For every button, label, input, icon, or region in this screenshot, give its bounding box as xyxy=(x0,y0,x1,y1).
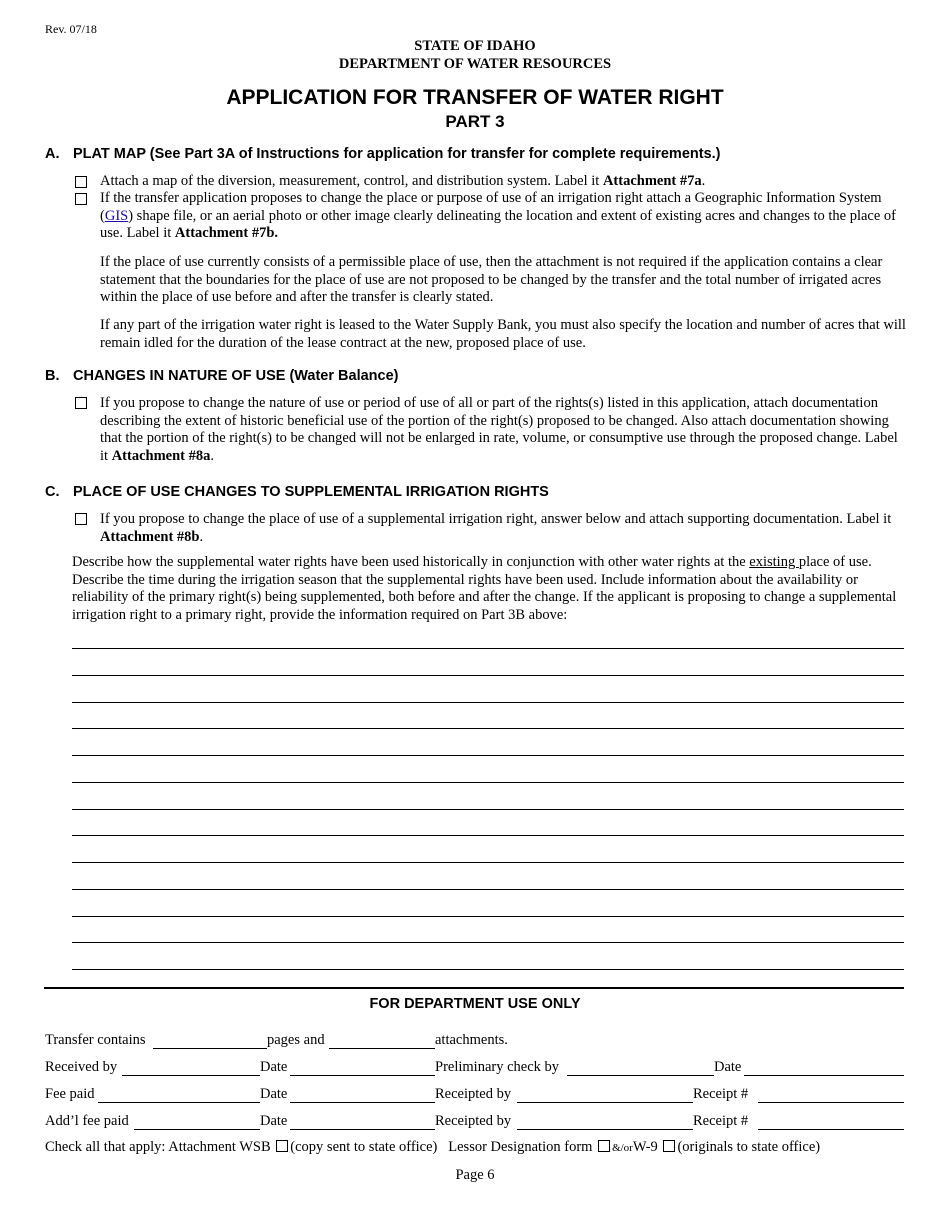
attachment-7b-text xyxy=(100,190,908,243)
page-number: Page 6 xyxy=(455,1167,495,1183)
addl-fee-paid-field[interactable] xyxy=(134,1129,260,1130)
attachment-8a-instruction: If you propose to change the nature of use or period of use of all or part of the rights(s) listed in this application, attach documentation describing the extent of historic beneficial use of the portion of the right(s) proposed to be changed. Also attach documentation showing that the portion of the right(s) to be changed will not be enlarged in rate, volume, or consumptive use through the proposed change. Label it xyxy=(100,395,898,464)
fee-date-label: Date xyxy=(260,1086,288,1102)
department-divider xyxy=(44,987,904,989)
fee-date-field[interactable] xyxy=(290,1102,435,1103)
originals-label: (originals to state office) xyxy=(677,1139,821,1155)
attachment-7a-label: Attachment #7a xyxy=(602,173,702,189)
answer-line xyxy=(72,835,904,836)
page-title: APPLICATION FOR TRANSFER OF WATER RIGHT xyxy=(226,86,724,109)
preliminary-date-field[interactable] xyxy=(744,1075,904,1076)
section-b-letter: B. xyxy=(45,368,60,384)
section-c-letter: C. xyxy=(45,484,60,500)
section-c-heading xyxy=(45,484,925,504)
fee-paid-label: Fee paid xyxy=(45,1086,95,1102)
preliminary-check-field[interactable] xyxy=(567,1075,714,1076)
preliminary-date-label: Date xyxy=(714,1059,742,1075)
answer-line xyxy=(72,755,904,756)
department-heading: DEPARTMENT OF WATER RESOURCES xyxy=(338,56,612,72)
answer-line xyxy=(72,916,904,917)
part-label: PART 3 xyxy=(445,112,505,131)
state-heading: STATE OF IDAHO xyxy=(414,38,536,54)
answer-line xyxy=(72,942,904,943)
copy-sent-label: (copy sent to state office) xyxy=(290,1139,438,1155)
revision-label: Rev. 07/18 xyxy=(45,22,97,36)
w9-label: W-9 xyxy=(632,1139,658,1155)
preliminary-check-label: Preliminary check by xyxy=(435,1059,560,1075)
attachment-8b-checkbox[interactable] xyxy=(75,513,87,525)
attachment-8a-end: . xyxy=(210,447,214,464)
attachment-8b-instruction: If you propose to change the place of use of a supplemental irrigation right, answer below and attach supporting documentation. Label it xyxy=(100,511,892,527)
attachments-label: attachments. xyxy=(435,1032,508,1048)
supplemental-description-end: place of use. Describe the time during the irrigation season that the supplemental rights have been used. Include information about the availability or reliability of the primary right(s) being supplemented, both before and after the change. If the applicant is proposing to change a supplemental irrigation right to a primary right, provide the information required on Part 3B above: xyxy=(72,554,897,623)
w9-checkbox[interactable] xyxy=(663,1140,675,1152)
attachment-8b-end: . xyxy=(199,528,204,545)
and-or-label: &/or xyxy=(612,1142,633,1154)
answer-line xyxy=(72,782,904,783)
supplemental-description-start: Describe how the supplemental water rights have been used historically in conjunction with other water rights at the xyxy=(72,554,750,570)
attachment-wsb-checkbox[interactable] xyxy=(276,1140,288,1152)
received-by-label: Received by xyxy=(45,1059,118,1075)
addl-fee-date-label: Date xyxy=(260,1113,288,1129)
attachment-8b-text xyxy=(100,511,908,546)
attachment-7b-label: Attachment #7b. xyxy=(174,225,279,242)
attachment-8a-label: Attachment #8a xyxy=(111,447,211,464)
answer-line xyxy=(72,809,904,810)
lessor-designation-checkbox[interactable] xyxy=(598,1140,610,1152)
answer-line xyxy=(72,702,904,703)
answer-line xyxy=(72,648,904,649)
section-b-title: CHANGES IN NATURE OF USE (Water Balance) xyxy=(73,368,399,384)
received-date-label: Date xyxy=(260,1059,288,1075)
attachment-7a-text xyxy=(100,173,908,191)
receipt-number-label: Receipt # xyxy=(693,1086,749,1102)
section-a-letter: A. xyxy=(45,146,60,162)
attachment-7a-instruction: Attach a map of the diversion, measurement, control, and distribution system. Label it xyxy=(100,173,603,189)
attachment-7a-checkbox[interactable] xyxy=(75,176,87,188)
addl-receipted-by-field[interactable] xyxy=(517,1129,693,1130)
addl-receipt-number-field[interactable] xyxy=(758,1129,904,1130)
received-date-field[interactable] xyxy=(290,1075,435,1076)
receipted-by-label: Receipted by xyxy=(435,1086,512,1102)
answer-line xyxy=(72,969,904,970)
supplemental-answer-area[interactable] xyxy=(72,632,904,977)
check-all-label: Check all that apply: Attachment WSB xyxy=(45,1139,271,1155)
transfer-contains-label: Transfer contains xyxy=(45,1032,146,1048)
pages-and-label: pages and xyxy=(267,1032,325,1048)
attachment-8a-checkbox[interactable] xyxy=(75,397,87,409)
attachment-8a-text xyxy=(100,395,908,465)
received-by-field[interactable] xyxy=(122,1075,260,1076)
fee-paid-field[interactable] xyxy=(98,1102,260,1103)
existing-underlined: existing xyxy=(749,554,799,570)
answer-line xyxy=(72,675,904,676)
receipt-number-field[interactable] xyxy=(758,1102,904,1103)
attachment-7a-end: . xyxy=(701,173,706,189)
section-c-title: PLACE OF USE CHANGES TO SUPPLEMENTAL IRRIGATION RIGHTS xyxy=(73,484,549,500)
addl-receipted-by-label: Receipted by xyxy=(435,1113,512,1129)
answer-line xyxy=(72,889,904,890)
attachment-7b-checkbox[interactable] xyxy=(75,193,87,205)
permissible-place-paragraph: If the place of use currently consists of a permissible place of use, then the attachment is not required if the application contains a clear statement that the boundaries for the place of use are not proposed to be changed by the transfer and the total number of irrigated acres within the place of use before and after the transfer is clearly stated. xyxy=(100,254,883,306)
attachment-7b-instruction-cont: ) shape file, or an aerial photo or other image clearly delineating the location and extent of existing acres and changes to the place of use. Label it xyxy=(100,207,897,242)
lessor-designation-label: Lessor Designation form xyxy=(448,1139,593,1155)
section-b-heading xyxy=(45,368,925,388)
addl-fee-date-field[interactable] xyxy=(290,1129,435,1130)
water-supply-bank-paragraph: If any part of the irrigation water right is leased to the Water Supply Bank, you must also specify the location and number of acres that will remain idled for the duration of the lease contract at the new, proposed place of use. xyxy=(100,317,906,351)
check-all-row xyxy=(45,1139,820,1156)
supplemental-description xyxy=(72,554,908,624)
pages-count-field[interactable] xyxy=(153,1048,267,1049)
section-a-title: PLAT MAP (See Part 3A of Instructions for application for transfer for complete requirements.) xyxy=(73,146,721,162)
attachment-8b-label: Attachment #8b xyxy=(100,528,200,545)
attachment-7b-instruction: If the transfer application proposes to change the place or purpose of use of an irrigation right attach a Geographic Information System ( xyxy=(100,190,882,224)
attachments-count-field[interactable] xyxy=(329,1048,435,1049)
addl-fee-paid-label: Add’l fee paid xyxy=(45,1113,129,1129)
answer-line xyxy=(72,728,904,729)
section-a-heading xyxy=(45,146,925,166)
addl-receipt-number-label: Receipt # xyxy=(693,1113,749,1129)
department-use-heading: FOR DEPARTMENT USE ONLY xyxy=(369,996,581,1012)
gis-link[interactable]: GIS xyxy=(104,207,129,224)
receipted-by-field[interactable] xyxy=(517,1102,693,1103)
answer-line xyxy=(72,862,904,863)
